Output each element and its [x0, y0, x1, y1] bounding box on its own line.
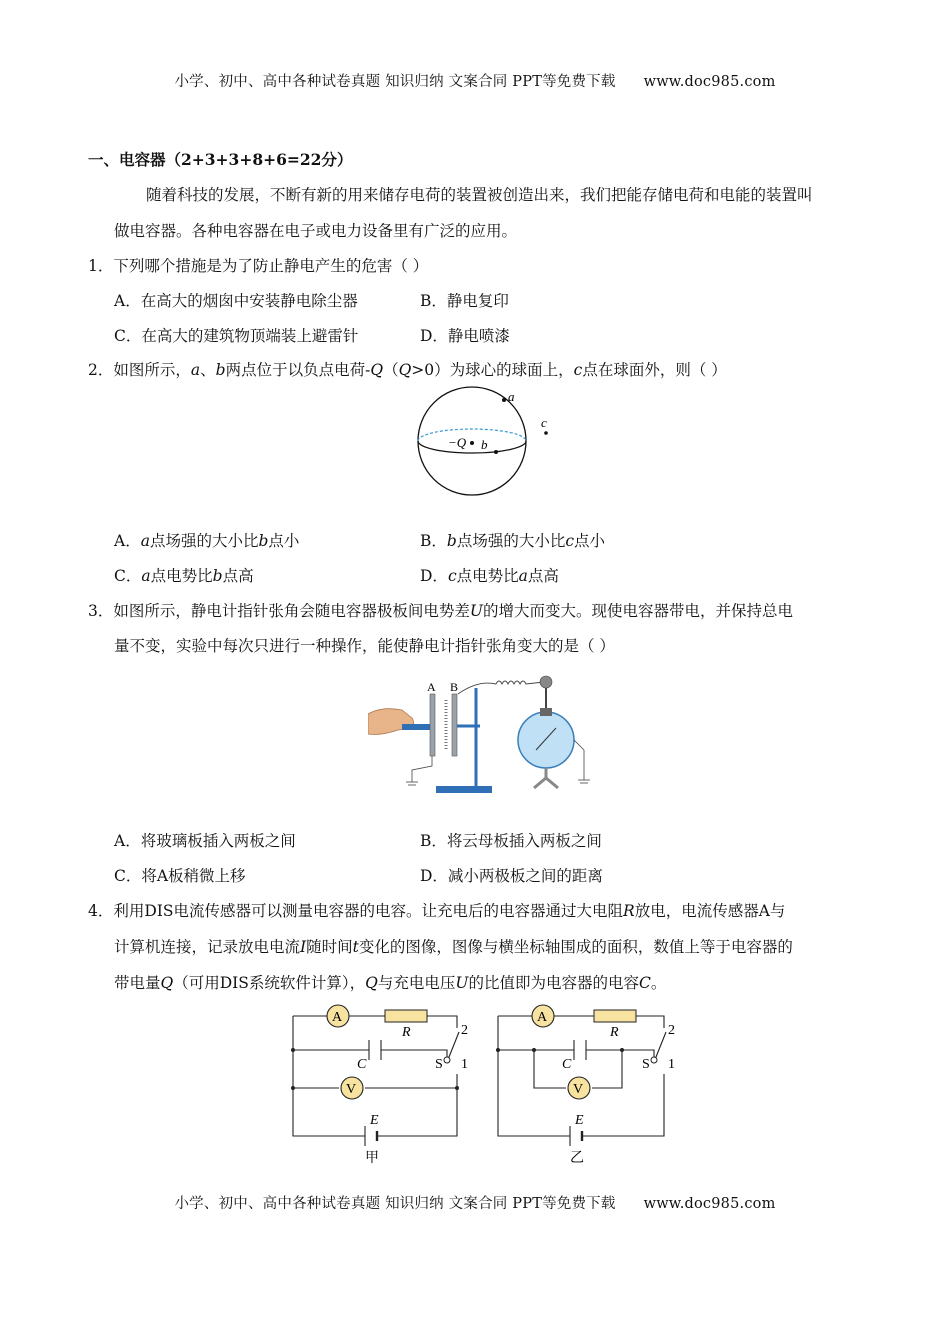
q4-var-i: I	[300, 938, 307, 956]
footer-url[interactable]: www.doc985.com	[643, 1196, 776, 1212]
point-b-label: b	[481, 437, 488, 452]
yi-cap-branch	[498, 1050, 654, 1057]
yi-capacitor-label: C	[562, 1057, 572, 1072]
q2-b-lbl: B．	[420, 532, 447, 550]
q4-line1	[88, 899, 785, 921]
coil-wire	[458, 681, 544, 694]
q2-d-lbl: D．	[420, 567, 448, 585]
q2-option-a[interactable]	[114, 529, 299, 551]
q3-var-u: U	[469, 602, 483, 620]
q2-option-c[interactable]	[114, 564, 254, 586]
jia-top-wire	[293, 1016, 457, 1028]
q2-paren: （	[383, 361, 399, 379]
jia-switch-label: S	[435, 1057, 443, 1072]
q4-l2-b: 随时间	[306, 938, 353, 956]
q2-sphere-figure	[410, 385, 570, 500]
plate-a	[430, 694, 435, 756]
q4-l3-b: （可用DIS系统软件计算），	[173, 974, 366, 992]
q3-number: 3．	[88, 602, 114, 620]
header-url[interactable]: www.doc985.com	[643, 74, 776, 90]
q2-c-v1: a	[141, 567, 151, 585]
electrometer-legs	[534, 768, 558, 788]
header-banner	[0, 70, 950, 91]
q2-stem-pre: 如图所示，	[113, 361, 191, 379]
point-a-dot	[502, 398, 506, 402]
plate-a-label: A	[427, 680, 436, 694]
q3-line1-pre: 如图所示，静电计指针张角会随电容器极板间电势差	[113, 602, 470, 620]
plate-b-label: B	[450, 680, 459, 694]
jia-capacitor-label: C	[357, 1057, 367, 1072]
jia-caption: 甲	[365, 1151, 379, 1166]
q1-option-d[interactable]: D．静电喷漆	[420, 327, 510, 345]
q2-b-v1: b	[446, 532, 457, 550]
section-intro-line2: 做电容器。各种电容器在电子或电力设备里有广泛的应用。	[114, 222, 518, 240]
q4-number: 4．	[88, 902, 114, 920]
jia-node1	[291, 1048, 295, 1052]
electrometer-case	[518, 712, 574, 768]
q2-stem	[88, 358, 727, 380]
q2-c-v2: b	[212, 567, 223, 585]
yi-pos2-label: 2	[668, 1023, 675, 1038]
q2-c-lbl: C．	[114, 567, 142, 585]
yi-pos1-label: 1	[668, 1057, 675, 1072]
plate-b	[452, 694, 457, 756]
jia-cap-branch	[293, 1050, 447, 1057]
jia-resistor-label: R	[402, 1025, 411, 1040]
yi-switch-label: S	[642, 1057, 650, 1072]
jia-voltmeter-label: V	[346, 1082, 357, 1097]
q4-var-q2: Q	[365, 974, 378, 992]
yi-resistor	[594, 1010, 636, 1022]
yi-caption: 乙	[570, 1151, 584, 1166]
q4-var-c: C	[638, 974, 651, 992]
charge-label: −Q	[448, 435, 467, 450]
jia-ammeter-label: A	[332, 1010, 343, 1025]
hand-icon	[368, 709, 414, 735]
q4-var-u: U	[455, 974, 469, 992]
q2-b-t2: 点小	[574, 532, 606, 550]
point-a-label: a	[508, 389, 515, 404]
section-intro-line1: 随着科技的发展，不断有新的用来储存电荷的装置被创造出来，我们把能存储电荷和电能的装置叫	[146, 186, 813, 204]
q2-a-t2: 点小	[268, 532, 300, 550]
q2-option-d[interactable]	[420, 564, 559, 586]
q2-var-a: a	[190, 361, 201, 379]
jia-node3	[455, 1086, 459, 1090]
yi-node2	[532, 1048, 536, 1052]
q1-option-c[interactable]: C．在高大的建筑物顶端装上避雷针	[114, 327, 359, 345]
ground-wire-electrometer	[574, 740, 584, 780]
yi-node1	[496, 1048, 500, 1052]
sphere-equator-back	[418, 429, 526, 441]
stand-base	[436, 786, 492, 793]
yi-switch-pivot	[651, 1057, 657, 1063]
header-text: 小学、初中、高中各种试卷真题 知识归纳 文案合同 PPT等免费下载	[174, 74, 616, 90]
q1-number: 1．	[88, 257, 114, 275]
q1-option-b[interactable]: B．静电复印	[420, 292, 509, 310]
yi-ammeter-label: A	[537, 1010, 548, 1025]
handle-rod	[402, 724, 432, 730]
yi-resistor-label: R	[610, 1025, 619, 1040]
yi-node3	[620, 1048, 624, 1052]
q2-c-t1: 点电势比	[150, 567, 213, 585]
q4-l2-a: 计算机连接，记录放电电流	[114, 938, 301, 956]
q4-var-r: R	[623, 902, 635, 920]
q3-option-a[interactable]: A．将玻璃板插入两板之间	[114, 832, 296, 850]
footer-banner	[0, 1192, 950, 1213]
ground-wire-a	[412, 756, 432, 782]
q2-a-v2: b	[258, 532, 269, 550]
electrometer-top	[540, 708, 552, 716]
q3-electrometer-figure	[368, 670, 608, 800]
q2-d-v1: c	[447, 567, 457, 585]
circuit-yi	[490, 1002, 690, 1170]
q2-stem-mid2: >0）为球心的球面上，	[411, 361, 574, 379]
yi-battery-label: E	[575, 1113, 584, 1128]
circuit-jia	[285, 1002, 485, 1170]
point-c-label: c	[541, 415, 547, 430]
q2-var-q2: Q	[398, 361, 412, 379]
q3-stem-line1	[88, 599, 793, 621]
q4-l3-e: 。	[650, 974, 667, 992]
q2-stem-end: 点在球面外，则（ ）	[582, 361, 727, 379]
jia-pos2-label: 2	[461, 1023, 468, 1038]
q3-option-b[interactable]: B．将云母板插入两板之间	[420, 832, 602, 850]
q4-var-q: Q	[160, 974, 174, 992]
yi-top-wire	[498, 1016, 664, 1028]
q2-d-t2: 点高	[527, 567, 559, 585]
section-title: 一、电容器（2+3+3+8+6=22分）	[88, 150, 353, 169]
q4-l3-c: 与充电电压	[377, 974, 456, 992]
q2-option-b[interactable]	[420, 529, 605, 551]
q2-b-v2: c	[565, 532, 575, 550]
q1-option-a[interactable]: A．在高大的烟囱中安装静电除尘器	[114, 292, 358, 310]
q2-a-t1: 点场强的大小比	[149, 532, 259, 550]
q2-number: 2．	[88, 361, 114, 379]
q4-l2-c: 变化的图像，图像与横坐标轴围成的面积，数值上等于电容器的	[358, 938, 793, 956]
q2-d-t1: 点电势比	[456, 567, 519, 585]
footer-text: 小学、初中、高中各种试卷真题 知识归纳 文案合同 PPT等免费下载	[174, 1196, 616, 1212]
q2-stem-mid: 两点位于以负点电荷-	[225, 361, 371, 379]
q4-line2	[114, 935, 793, 957]
q3-line1-post: 的增大而变大。现使电容器带电，并保持总电	[482, 602, 793, 620]
q3-option-d[interactable]: D．减小两极板之间的距离	[420, 867, 603, 885]
q2-b-t1: 点场强的大小比	[456, 532, 566, 550]
q2-c-t2: 点高	[222, 567, 254, 585]
q4-l1-a: 利用DIS电流传感器可以测量电容器的电容。让充电后的电容器通过大电阻	[113, 902, 624, 920]
point-b-dot	[494, 450, 498, 454]
q2-var-q: Q	[370, 361, 384, 379]
q2-var-c: c	[573, 361, 583, 379]
q3-option-c[interactable]: C．将A板稍微上移	[114, 867, 246, 885]
q4-line3	[114, 971, 666, 993]
jia-switch-pivot	[444, 1057, 450, 1063]
q4-l1-b: 放电，电流传感器A与	[634, 902, 786, 920]
q4-l3-a: 带电量	[114, 974, 161, 992]
yi-voltmeter-label: V	[573, 1082, 584, 1097]
jia-battery-label: E	[370, 1113, 379, 1128]
q2-var-b: b	[215, 361, 226, 379]
jia-node2	[291, 1086, 295, 1090]
jia-resistor	[385, 1010, 427, 1022]
q2-d-v2: a	[518, 567, 528, 585]
electrometer-knob	[540, 676, 552, 688]
q4-var-t: t	[352, 938, 359, 956]
q3-stem-line2: 量不变，实验中每次只进行一种操作，能使静电计指针张角变大的是（ ）	[114, 637, 615, 655]
jia-pos1-label: 1	[461, 1057, 468, 1072]
q2-a-lbl: A．	[114, 532, 141, 550]
point-c-dot	[544, 431, 548, 435]
q1-stem	[88, 254, 428, 276]
charge-dot	[470, 441, 474, 445]
q1-stem-text: 下列哪个措施是为了防止静电产生的危害（ ）	[113, 257, 429, 275]
q2-a-v1: a	[140, 532, 150, 550]
q2-sep: 、	[200, 361, 216, 379]
q4-l3-d: 的比值即为电容器的电容	[468, 974, 639, 992]
